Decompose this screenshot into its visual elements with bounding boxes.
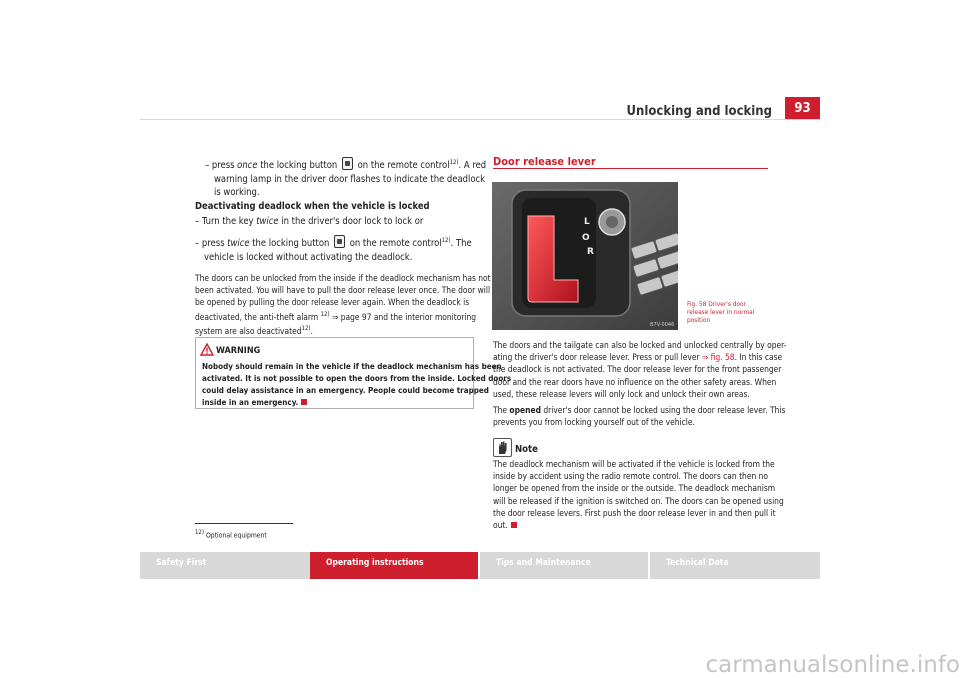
step-turn-key: – Turn the key twice in the driver's door lock to lock or [195, 216, 424, 227]
warning-text: Nobody should remain in the vehicle if the deadlock mechanism has been activated. It is not possible to open the doors from the inside. Locked doors could delay assistance in an emergency. People could become trapped inside in an emergency. [202, 362, 512, 408]
footer-tab-safety-first[interactable]: Safety First [140, 552, 310, 579]
section-title-door-release-lever: Door release lever [493, 155, 596, 168]
note-hand-icon [493, 438, 512, 457]
lever-label-l: L [584, 217, 590, 227]
lever-label-r: R [587, 247, 594, 257]
fig-reference-link[interactable]: ⇒ fig. 58 [701, 352, 735, 363]
header-rule [140, 119, 820, 120]
warning-box [195, 337, 512, 409]
note-title: Note [515, 444, 538, 455]
lock-button-icon [334, 235, 345, 248]
section-end-marker [301, 399, 307, 405]
warning-title: WARNING [216, 346, 261, 356]
lever-label-o: O [582, 233, 590, 243]
figure-caption: Fig. 58 Driver's door release lever in normal position [687, 300, 755, 324]
page-number: 93 [785, 97, 820, 120]
door-panel-illustration [492, 182, 678, 330]
footer-tab-technical-data[interactable]: Technical Data [650, 552, 820, 579]
deactivating-deadlock-heading: Deactivating deadlock when the vehicle is locked [195, 201, 430, 212]
figure-code: B7V-0046 [650, 322, 675, 328]
footnote: $^{12)}$ Optional equipment [195, 529, 267, 540]
section-rule [493, 168, 768, 169]
step-press-twice: – press twice the locking button on the remote control$^{12)}$. The vehicle is locked without activating the deadlock. [195, 237, 472, 263]
deadlock-info-paragraph: The doors can be unlocked from the inside if the deadlock mechanism has not been activated. You will have to pull the door release lever once. The door will be opened by pulling the door release lever again. When the deadlock is deactivated, the anti-theft alarm $^{12)}$ ⇒ page 97 and the interior monitoring system are also deactivated$^{12)}$. [195, 273, 491, 336]
warning-triangle-icon [200, 343, 214, 356]
door-release-paragraph: The doors and the tailgate can also be locked and unlocked centrally by oper- ating the driver's door release lever. Press or pull lever ⇒ fig. 58. In this case the deadlock is not activated. The door release lever for the front passenger door and the rear doors have no influence on the other safety areas. When used, these release levers will only lock and unlock their own areas. [493, 340, 787, 399]
footnote-rule [195, 523, 293, 524]
footer-tab-operating-instructions[interactable]: Operating instructions [310, 552, 478, 579]
running-header-title: Unlocking and locking [626, 104, 772, 119]
section-end-marker [511, 522, 517, 528]
note-text: The deadlock mechanism will be activated if the vehicle is locked from the inside by accident using the radio remote control. The doors can then no longer be opened from the inside or the outside. The deadlock mechanism will be released if the ignition is switched on. The doors can be opened using the door release levers. First push the door release lever in and then pull it out. [493, 459, 784, 531]
lock-button-icon [342, 157, 353, 170]
opened-door-paragraph: The opened driver's door cannot be locked using the door release lever. This prevents you from locking yourself out of the vehicle. [493, 405, 786, 428]
step-press-once: – press once the locking button on the remote control$^{12)}$. A red warning lamp in the driver door flashes to indicate the deadlock is working. [205, 159, 487, 199]
watermark: carmanualsonline.info [705, 652, 960, 678]
figure-door-release-lever [492, 182, 678, 330]
footer-tab-tips-maintenance[interactable]: Tips and Maintenance [480, 552, 648, 579]
